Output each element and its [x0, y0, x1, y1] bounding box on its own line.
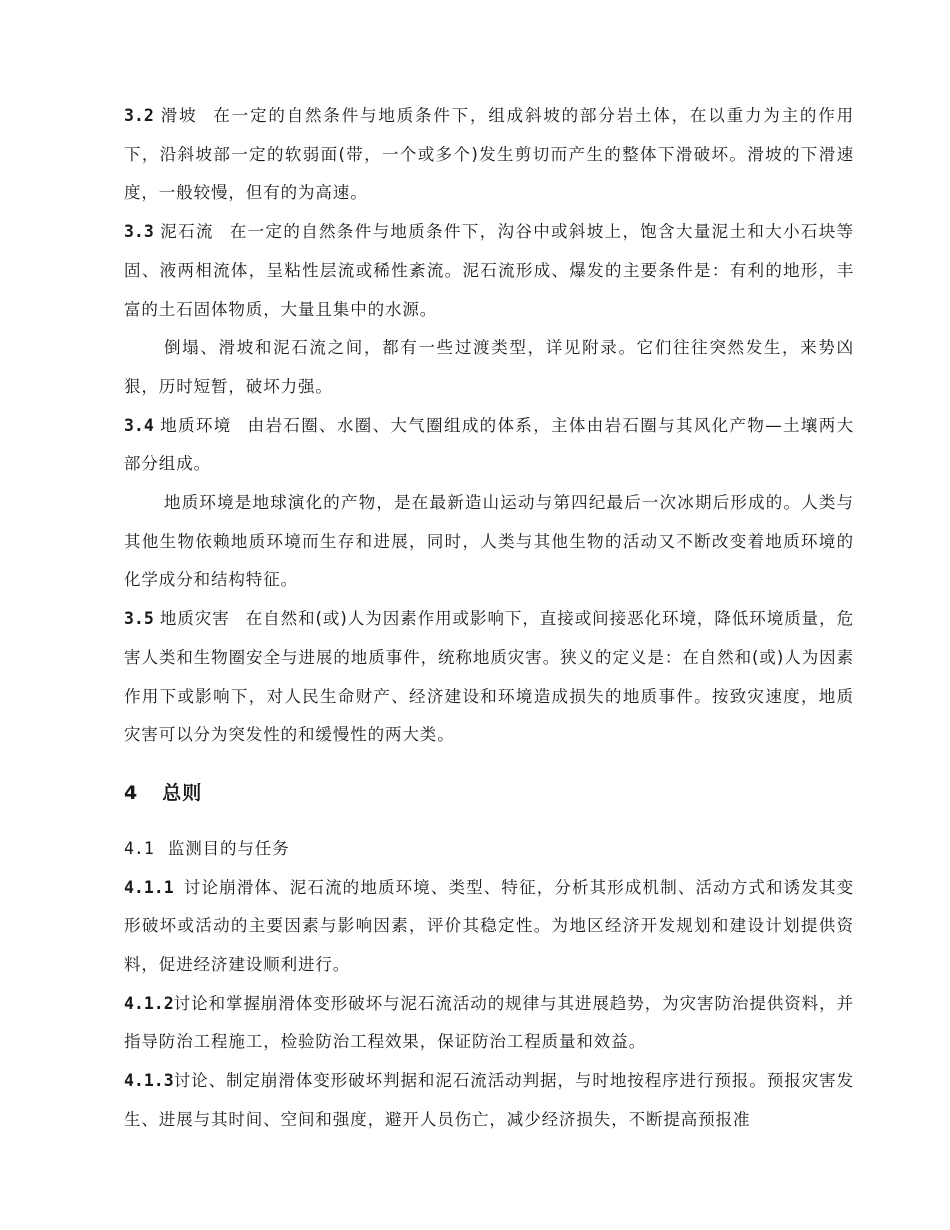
subsection-number: 4.1	[124, 838, 154, 858]
subsection-title: 监测目的与任务	[167, 838, 290, 858]
subsection-heading	[124, 830, 854, 869]
clause-4-1-2	[124, 985, 854, 1062]
clause-4-1-1	[124, 869, 854, 985]
section-number: 3.4	[124, 415, 154, 435]
clause-number: 4.1.2	[124, 993, 174, 1013]
section-3-3	[124, 213, 854, 329]
clause-text: 讨论和掌握崩滑体变形破坏与泥石流活动的规律与其进展趋势，为灾害防治提供资料，并指导防治工程施工，检验防治工程效果，保证防治工程质量和效益。	[124, 993, 854, 1052]
term-heading: 地质灾害	[159, 609, 230, 629]
term-heading: 泥石流	[159, 222, 214, 242]
chapter-title: 总则	[162, 781, 203, 804]
paragraph: 倒塌、滑坡和泥石流之间，都有一些过渡类型，详见附录。它们往往突然发生，来势凶狠，历时短暂，破坏力强。	[124, 338, 854, 396]
chapter-number: 4	[124, 781, 139, 804]
section-number: 3.2	[124, 106, 154, 125]
section-text: 由岩石圈、水圈、大气圈组成的体系，主体由岩石圈与其风化产物—土壤两大部分组成。	[124, 415, 854, 474]
chapter-heading	[124, 773, 854, 813]
term-heading: 滑坡	[159, 106, 198, 125]
section-3-5	[124, 600, 854, 755]
section-text: 在自然和(或)人为因素作用或影响下，直接或间接恶化环境，降低环境质量，危害人类和生物圈安全与进展的地质事件，统称地质灾害。狭义的定义是：在自然和(或)人为因素作用下或影响下，对人民生命财产、经济建设和环境造成损失的地质事件。按致灾速度，地质灾害可以分为突发性的和缓慢性的两大类。	[124, 609, 854, 745]
document-page	[124, 97, 854, 1140]
section-3-2	[124, 97, 854, 213]
clause-number: 4.1.3	[124, 1071, 174, 1091]
section-number: 3.3	[124, 222, 154, 242]
clause-4-1-3	[124, 1062, 854, 1139]
clause-text: 讨论崩滑体、泥石流的地质环境、类型、特征，分析其形成机制、活动方式和诱发其变形破坏或活动的主要因素与影响因素，评价其稳定性。为地区经济开发规划和建设计划提供资料，促进经济建设顺利进行。	[124, 877, 854, 975]
clause-number: 4.1.1	[124, 877, 174, 897]
section-3-4	[124, 407, 854, 484]
section-text: 在一定的自然条件与地质条件下，组成斜坡的部分岩土体，在以重力为主的作用下，沿斜坡部一定的软弱面(带，一个或多个)发生剪切而产生的整体下滑破坏。滑坡的下滑速度，一般较慢，但有的为高速。	[124, 106, 854, 203]
term-heading: 地质环境	[159, 415, 232, 435]
paragraph: 地质环境是地球演化的产物，是在最新造山运动与第四纪最后一次冰期后形成的。人类与其他生物依赖地质环境而生存和进展，同时，人类与其他生物的活动又不断改变着地质环境的化学成分和结构特征。	[124, 493, 854, 590]
clause-text: 讨论、制定崩滑体变形破坏判据和泥石流活动判据，与时地按程序进行预报。预报灾害发生、进展与其时间、空间和强度，避开人员伤亡，减少经济损失，不断提高预报准	[124, 1071, 854, 1129]
section-number: 3.5	[124, 609, 154, 629]
section-text: 在一定的自然条件与地质条件下，沟谷中或斜坡上，饱含大量泥土和大小石块等固、液两相流体，呈粘性层流或稀性紊流。泥石流形成、爆发的主要条件是：有利的地形，丰富的土石固体物质，大量且集中的水源。	[124, 222, 855, 319]
